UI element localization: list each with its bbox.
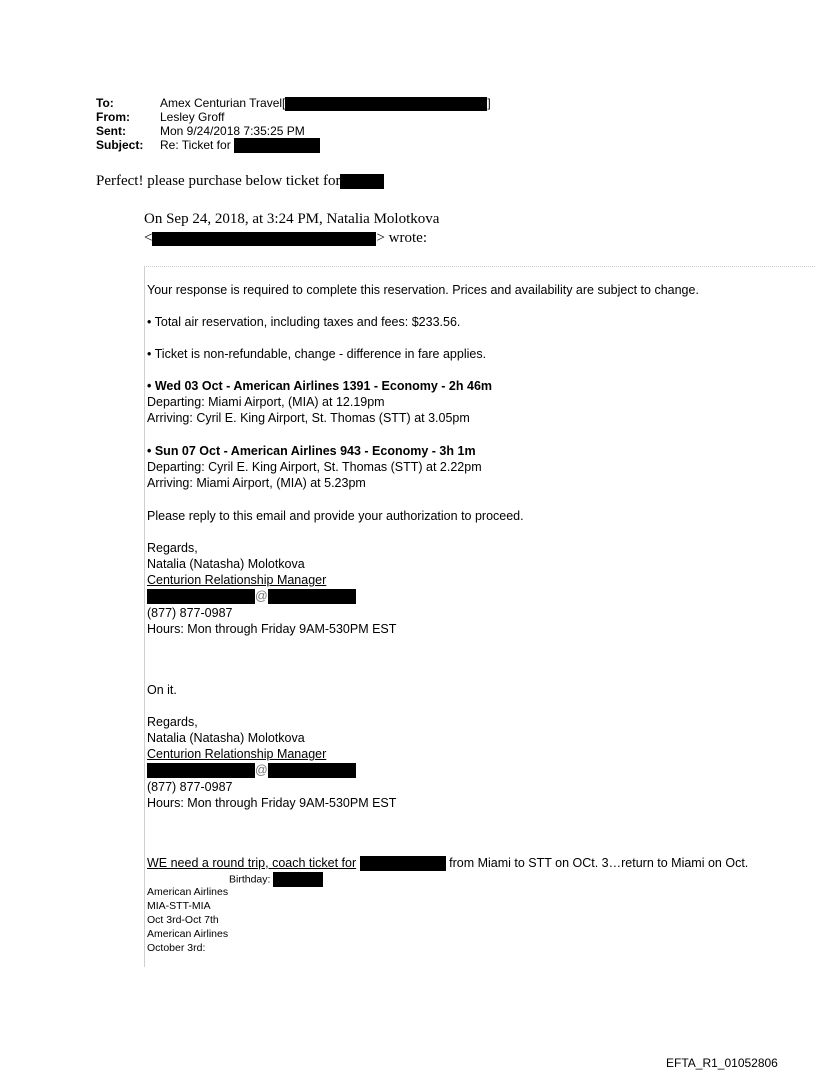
request-prefix: WE need a round trip, coach ticket for — [147, 856, 357, 870]
message-intro: Your response is required to complete this reservation. Prices and availability are subject to change. — [147, 283, 699, 297]
redaction — [152, 232, 376, 246]
to-label: To: — [96, 96, 114, 110]
sig1-phone: (877) 877-0987 — [147, 606, 233, 620]
flight2-title: • Sun 07 Oct - American Airlines 943 - Economy - 3h 1m — [147, 444, 476, 458]
request-airline2: American Airlines — [147, 928, 229, 940]
request-october: October 3rd: — [147, 942, 206, 954]
sig2-name: Natalia (Natasha) Molotkova — [147, 731, 305, 745]
reply-text-line — [96, 172, 384, 190]
redaction — [268, 589, 356, 604]
redaction — [285, 97, 487, 111]
subject-value: Re: Ticket for — [160, 138, 231, 152]
bullet-total: • Total air reservation, including taxes and fees: $233.56. — [147, 315, 461, 329]
request-suffix: from Miami to STT on OCt. 3…return to Miami on Oct. — [449, 856, 749, 870]
sig1-hours: Hours: Mon through Friday 9AM-530PM EST — [147, 622, 397, 636]
subject-label: Subject: — [96, 138, 144, 152]
to-value: Amex Centurian Travel[ — [160, 96, 286, 110]
birthday-line — [147, 872, 323, 887]
sig1-at: @ — [255, 589, 268, 603]
redaction — [340, 174, 384, 189]
request-line — [147, 856, 748, 871]
sig2-at: @ — [255, 763, 268, 777]
sig2-regards: Regards, — [147, 715, 198, 729]
sig1-email — [147, 589, 356, 605]
quoted-header-line2: < > wrote: — [144, 230, 427, 246]
flight2-departing: Departing: Cyril E. King Airport, St. Thomas (STT) at 2.22pm — [147, 460, 482, 474]
redaction — [147, 763, 255, 778]
document-id: EFTA_R1_01052806 — [666, 1056, 778, 1070]
request-dates: Oct 3rd-Oct 7th — [147, 914, 219, 926]
sig2-email — [147, 763, 356, 779]
flight1-departing: Departing: Miami Airport, (MIA) at 12.19pm — [147, 395, 385, 409]
quoted-header-line1: On Sep 24, 2018, at 3:24 PM, Natalia Molotkova — [144, 211, 440, 227]
flight1-arriving: Arriving: Cyril E. King Airport, St. Thomas (STT) at 3.05pm — [147, 411, 470, 425]
redaction — [268, 763, 356, 778]
sent-label: Sent: — [96, 124, 126, 138]
sig2-phone: (877) 877-0987 — [147, 780, 233, 794]
redaction — [234, 138, 320, 153]
second-message: On it. — [147, 683, 177, 697]
reply-text: Perfect! please purchase below ticket for — [96, 173, 341, 189]
sig2-role: Centurion Relationship Manager — [147, 747, 327, 761]
flight2-arriving: Arriving: Miami Airport, (MIA) at 5.23pm — [147, 476, 366, 490]
flight1-title: • Wed 03 Oct - American Airlines 1391 - Economy - 2h 46m — [147, 379, 493, 393]
sig1-regards: Regards, — [147, 541, 198, 555]
sig1-name: Natalia (Natasha) Molotkova — [147, 557, 305, 571]
request-route: MIA-STT-MIA — [147, 900, 211, 912]
request-airline: American Airlines — [147, 886, 229, 898]
bullet-ticket: • Ticket is non-refundable, change - difference in fare applies. — [147, 347, 487, 361]
from-label: From: — [96, 110, 130, 124]
redaction — [360, 856, 446, 871]
to-close: ] — [487, 96, 491, 110]
authorization-request: Please reply to this email and provide your authorization to proceed. — [147, 509, 524, 523]
birthday-label: Birthday: — [229, 873, 271, 886]
sent-value: Mon 9/24/2018 7:35:25 PM — [160, 124, 305, 138]
redaction — [273, 872, 323, 887]
sig2-hours: Hours: Mon through Friday 9AM-530PM EST — [147, 796, 397, 810]
from-value: Lesley Groff — [160, 110, 225, 124]
redaction — [147, 589, 255, 604]
sig1-role: Centurion Relationship Manager — [147, 573, 327, 587]
